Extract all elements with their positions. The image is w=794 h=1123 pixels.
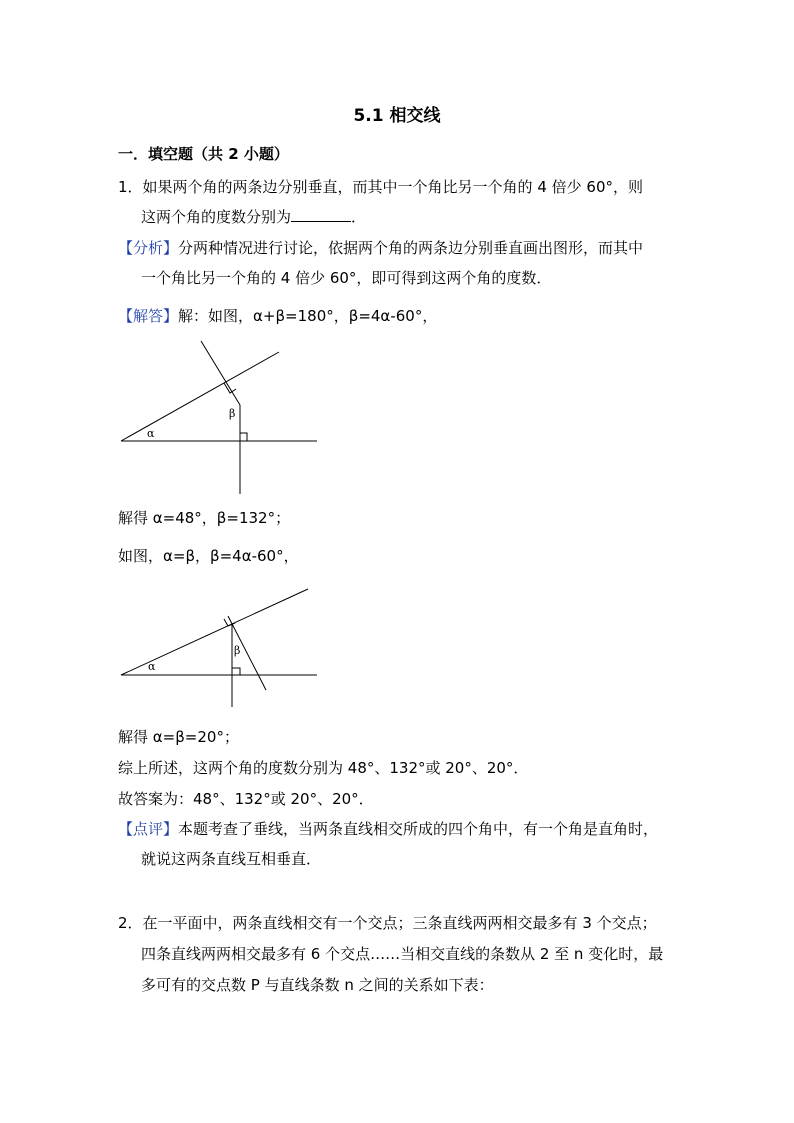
analysis-tag: 【分析】 [118,239,179,257]
analysis-line-2: 一个角比另一个角的 4 倍少 60°，即可得到这两个角的度数． [141,269,552,287]
figure-2-alpha-label: α [148,660,156,673]
question-1-text-2: 这两个角的度数分别为 [141,208,292,226]
answer-text: 解：如图，α+β=180°，β=4α-60°， [178,307,438,325]
summary-text: 综上所述，这两个角的度数分别为 48°、132°或 20°、20°． [118,759,529,777]
question-2-line-2: 四条直线两两相交最多有 6 个交点……当相交直线的条数从 2 至 n 变化时，最 [141,945,664,963]
solution-2: 解得 α=β=20°； [118,728,239,746]
question-1-end: ． [351,208,367,226]
figure-2-beta-label: β [234,644,241,657]
comment-tag: 【点评】 [118,820,179,838]
question-2-text-1: 在一平面中，两条直线相交有一个交点；三条直线两两相交最多有 3 个交点； [142,914,657,932]
figure-2-right-angle-mark-bottom [232,668,240,675]
solution-1: 解得 α=48°，β=132°； [118,509,291,527]
comment-line-1 [118,819,658,839]
question-2-line-1 [118,913,657,933]
question-2-line-3: 多可有的交点数 P 与直线条数 n 之间的关系如下表： [141,976,494,994]
section-heading: 一．填空题（共 2 小题） [118,145,289,163]
question-2-number: 2． [118,914,143,932]
case-2-text: 如图，α=β，β=4α-60°， [118,547,299,565]
comment-text-1: 本题考查了垂线，当两条直线相交所成的四个角中，有一个角是直角时， [178,820,659,838]
answer-tag: 【解答】 [118,307,179,325]
final-answer: 故答案为：48°、132°或 20°、20°． [118,790,374,808]
analysis-text-1: 分两种情况进行讨论，依据两个角的两条边分别垂直画出图形，而其中 [178,239,644,257]
figure-2-right-angle-mark-top [224,619,235,626]
figure-1-alpha-label: α [147,427,155,440]
page-title: 5.1 相交线 [353,106,441,126]
comment-line-2: 就说这两条直线互相垂直． [141,850,322,868]
figure-1-beta-label: β [229,407,236,420]
question-1-text: 如果两个角的两条边分别垂直，而其中一个角比另一个角的 4 倍少 60°，则 [142,178,643,196]
question-1-number: 1． [118,178,143,196]
